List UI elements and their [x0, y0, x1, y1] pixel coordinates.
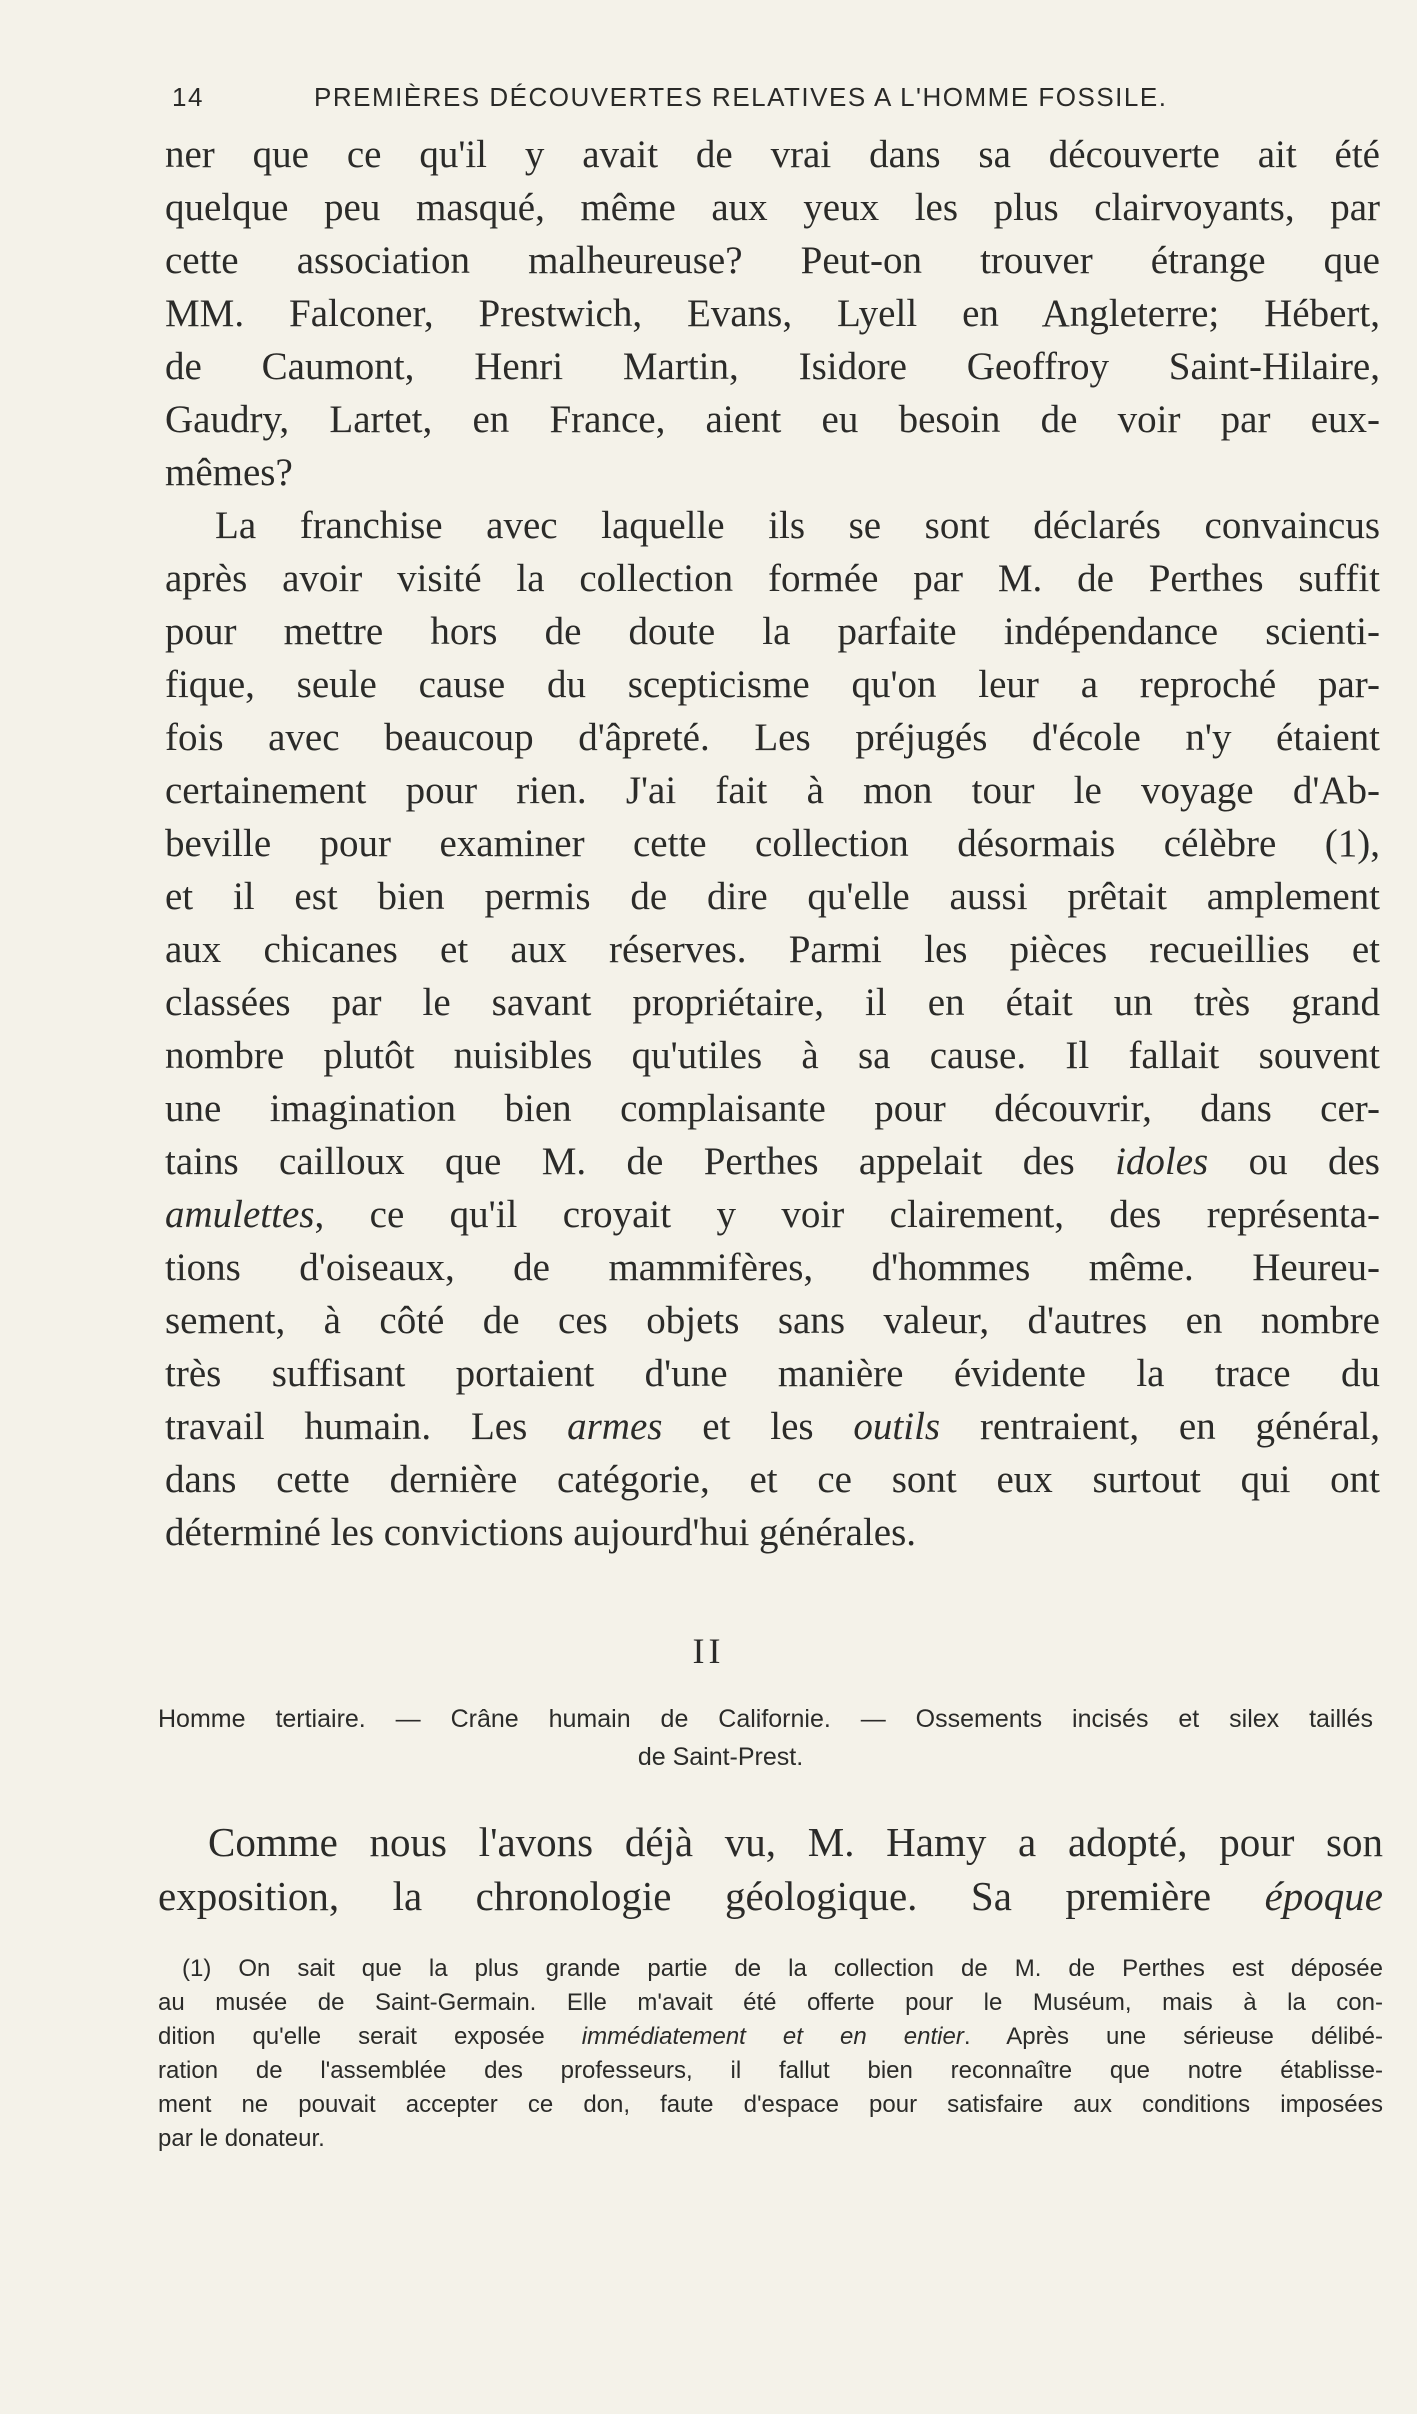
- text-line: mêmes?: [165, 451, 293, 494]
- text-fragment: et les: [702, 1405, 814, 1448]
- italic-term: idoles: [1115, 1140, 1209, 1183]
- text-line: sement, à côté de ces objets sans valeur, d'autres en nombre: [165, 1299, 1380, 1342]
- text-line: certainement pour rien. J'ai fait à mon tour le voyage d'Ab-: [165, 769, 1380, 812]
- text-line: quelque peu masqué, même aux yeux les plus clairvoyants, par: [165, 186, 1380, 229]
- text-fragment: tains cailloux que M. de Perthes appelait des: [165, 1140, 1075, 1183]
- text-line: et il est bien permis de dire qu'elle aussi prêtait amplement: [165, 875, 1380, 918]
- text-line: fois avec beaucoup d'âpreté. Les préjugés d'école n'y étaient: [165, 716, 1380, 759]
- section-summary: [158, 1700, 1373, 1776]
- footnote-line: au musée de Saint-Germain. Elle m'avait été offerte pour le Muséum, mais à la con-: [158, 1989, 1383, 2016]
- italic-term: amulettes: [165, 1193, 315, 1236]
- summary-line: de Saint-Prest.: [637, 1743, 804, 1771]
- text-fragment: rentraient, en général,: [979, 1405, 1381, 1448]
- text-line: [158, 1869, 1383, 1923]
- page-number: 14: [172, 82, 204, 112]
- text-fragment: travail humain. Les: [165, 1405, 528, 1448]
- italic-term: immédiatement et en entier: [581, 2023, 964, 2050]
- text-line: aux chicanes et aux réserves. Parmi les pièces recueillies et: [165, 928, 1380, 971]
- running-head: [172, 82, 1272, 122]
- text-fragment: ou des: [1248, 1140, 1380, 1183]
- footnote-line: ment ne pouvait accepter ce don, faute d'espace pour satisfaire aux conditions imposées: [158, 2091, 1383, 2118]
- footnote-line: par le donateur.: [158, 2125, 325, 2152]
- text-line: beville pour examiner cette collection désormais célèbre (1),: [165, 822, 1380, 865]
- text-line: classées par le savant propriétaire, il en était un très grand: [165, 981, 1380, 1024]
- text-line: tions d'oiseaux, de mammifères, d'hommes même. Heureu-: [165, 1246, 1380, 1289]
- text-line: Comme nous l'avons déjà vu, M. Hamy a adopté, pour son: [208, 1819, 1383, 1865]
- footnote-line: (1) On sait que la plus grande partie de la collection de M. de Perthes est déposée: [182, 1955, 1383, 1982]
- footnote-line: [158, 2020, 1383, 2054]
- text-line: très suffisant portaient d'une manière évidente la trace du: [165, 1352, 1380, 1395]
- footnote-line: ration de l'assemblée des professeurs, il fallut bien reconnaître que notre établisse-: [158, 2057, 1383, 2084]
- footnote: [158, 1952, 1383, 2156]
- text-line: [165, 1188, 1380, 1241]
- text-line: après avoir visité la collection formée par M. de Perthes suffit: [165, 557, 1380, 600]
- section-text: [158, 1815, 1383, 1923]
- text-line: [165, 1400, 1380, 1453]
- summary-line: Homme tertiaire. — Crâne humain de Californie. — Ossements incisés et silex taillés: [158, 1705, 1373, 1733]
- italic-term: outils: [853, 1405, 941, 1448]
- text-line: fique, seule cause du scepticisme qu'on leur a reproché par-: [165, 663, 1380, 706]
- section-number: II: [692, 1631, 725, 1671]
- text-line: une imagination bien complaisante pour découvrir, dans cer-: [165, 1087, 1380, 1130]
- text-line: déterminé les convictions aujourd'hui générales.: [165, 1511, 917, 1554]
- text-fragment: , ce qu'il croyait y voir clairement, des représenta-: [314, 1193, 1380, 1236]
- text-line: Gaudry, Lartet, en France, aient eu besoin de voir par eux-: [165, 398, 1380, 441]
- text-line: [165, 1135, 1380, 1188]
- text-line: dans cette dernière catégorie, et ce sont eux surtout qui ont: [165, 1458, 1380, 1501]
- text-fragment: exposition, la chronologie géologique. Sa première: [158, 1873, 1212, 1919]
- text-line: nombre plutôt nuisibles qu'utiles à sa cause. Il fallait souvent: [165, 1034, 1380, 1077]
- text-fragment: . Après une sérieuse délibé-: [963, 2023, 1384, 2050]
- text-line: La franchise avec laquelle ils se sont déclarés convaincus: [215, 504, 1380, 547]
- main-text: [165, 128, 1380, 1559]
- text-line: cette association malheureuse? Peut-on trouver étrange que: [165, 239, 1380, 282]
- italic-term: armes: [567, 1405, 663, 1448]
- text-line: pour mettre hors de doute la parfaite indépendance scienti-: [165, 610, 1380, 653]
- text-line: MM. Falconer, Prestwich, Evans, Lyell en Angleterre; Hébert,: [165, 292, 1380, 335]
- text-fragment: dition qu'elle serait exposée: [158, 2023, 545, 2050]
- text-line: de Caumont, Henri Martin, Isidore Geoffroy Saint-Hilaire,: [165, 345, 1380, 388]
- text-line: ner que ce qu'il y avait de vrai dans sa découverte ait été: [165, 133, 1380, 176]
- running-title: PREMIÈRES DÉCOUVERTES RELATIVES A L'HOMME FOSSILE.: [314, 82, 1168, 112]
- italic-term: époque: [1264, 1873, 1383, 1919]
